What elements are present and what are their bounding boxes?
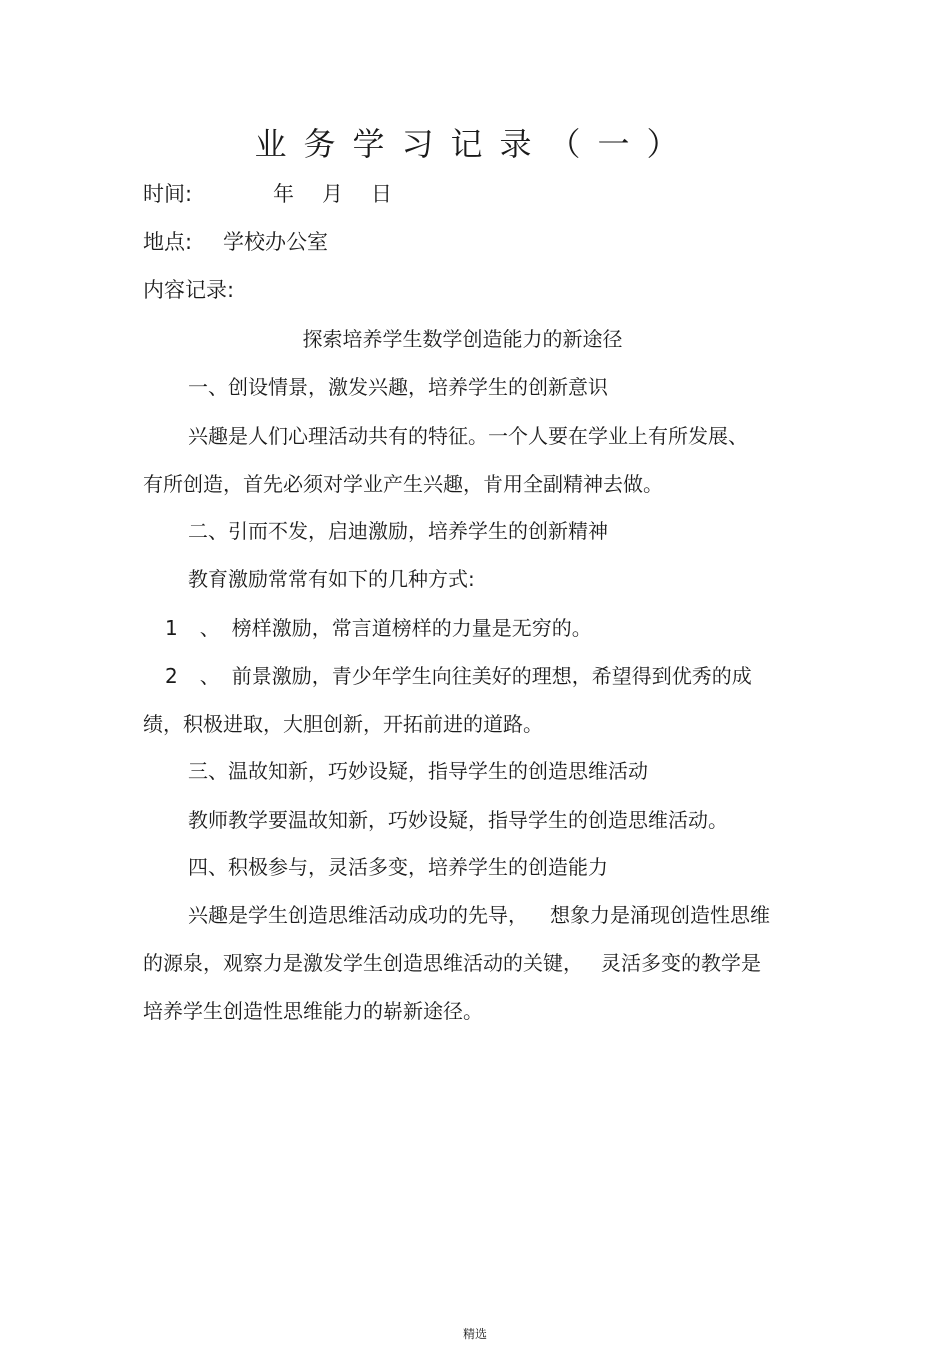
section4-heading: 四、积极参与，灵活多变，培养学生的创造能力: [188, 855, 608, 879]
section4-paragraph-line1-part2: 想象力是涌现创造性思维: [550, 903, 770, 927]
list-item-2-text-line2: 绩，积极进取，大胆创新，开拓前进的道路。: [143, 712, 543, 736]
list-item-1-separator: 、: [199, 616, 220, 640]
list-item-2-text-line1: 前景激励，青少年学生向往美好的理想，希望得到优秀的成: [231, 664, 752, 688]
place-value: 学校办公室: [223, 230, 328, 254]
section1-paragraph-line1: 兴趣是人们心理活动共有的特征。一个人要在学业上有所发展、: [188, 424, 748, 448]
section2-intro: 教育激励常常有如下的几种方式:: [188, 567, 475, 591]
section1-heading: 一、创设情景，激发兴趣，培养学生的创新意识: [188, 375, 608, 399]
list-item-1-text: 榜样激励，常言道榜样的力量是无穷的。: [231, 616, 592, 640]
year-label: 年: [273, 182, 294, 206]
section3-paragraph: 教师教学要温故知新，巧妙设疑，指导学生的创造思维活动。: [188, 808, 728, 832]
list-item-2-number: 2: [165, 664, 178, 688]
time-label: 时间:: [143, 182, 193, 206]
list-item-2: [165, 662, 752, 690]
list-item-1-number: 1: [165, 616, 178, 640]
article-subtitle: 探索培养学生数学创造能力的新途径: [302, 327, 623, 351]
section4-paragraph-line2: [143, 949, 761, 977]
section4-paragraph-line2-part1: 的源泉，观察力是激发学生创造思维活动的关键，: [143, 951, 583, 975]
section4-paragraph-line1-part1: 兴趣是学生创造思维活动成功的先导，: [188, 903, 528, 927]
section4-paragraph-line2-part2: 灵活多变的教学是: [601, 951, 761, 975]
page-title: 业务学习记录（一）: [254, 125, 696, 163]
section1-paragraph-line2: 有所创造，首先必须对学业产生兴趣，肯用全副精神去做。: [143, 472, 663, 496]
section4-paragraph-line1: [188, 901, 770, 929]
list-item-1: [165, 614, 592, 642]
list-item-2-separator: 、: [199, 664, 220, 688]
section3-heading: 三、温故知新，巧妙设疑，指导学生的创造思维活动: [188, 759, 648, 783]
section4-paragraph-line3: 培养学生创造性思维能力的崭新途径。: [143, 999, 483, 1023]
day-label: 日: [371, 182, 392, 206]
place-label: 地点:: [143, 230, 193, 254]
month-label: 月: [322, 182, 343, 206]
place-row: [143, 228, 328, 256]
content-label: 内容记录:: [143, 278, 235, 302]
time-row: [143, 180, 392, 208]
section2-heading: 二、引而不发，启迪激励，培养学生的创新精神: [188, 519, 608, 543]
page-footer: 精选: [462, 1327, 487, 1341]
